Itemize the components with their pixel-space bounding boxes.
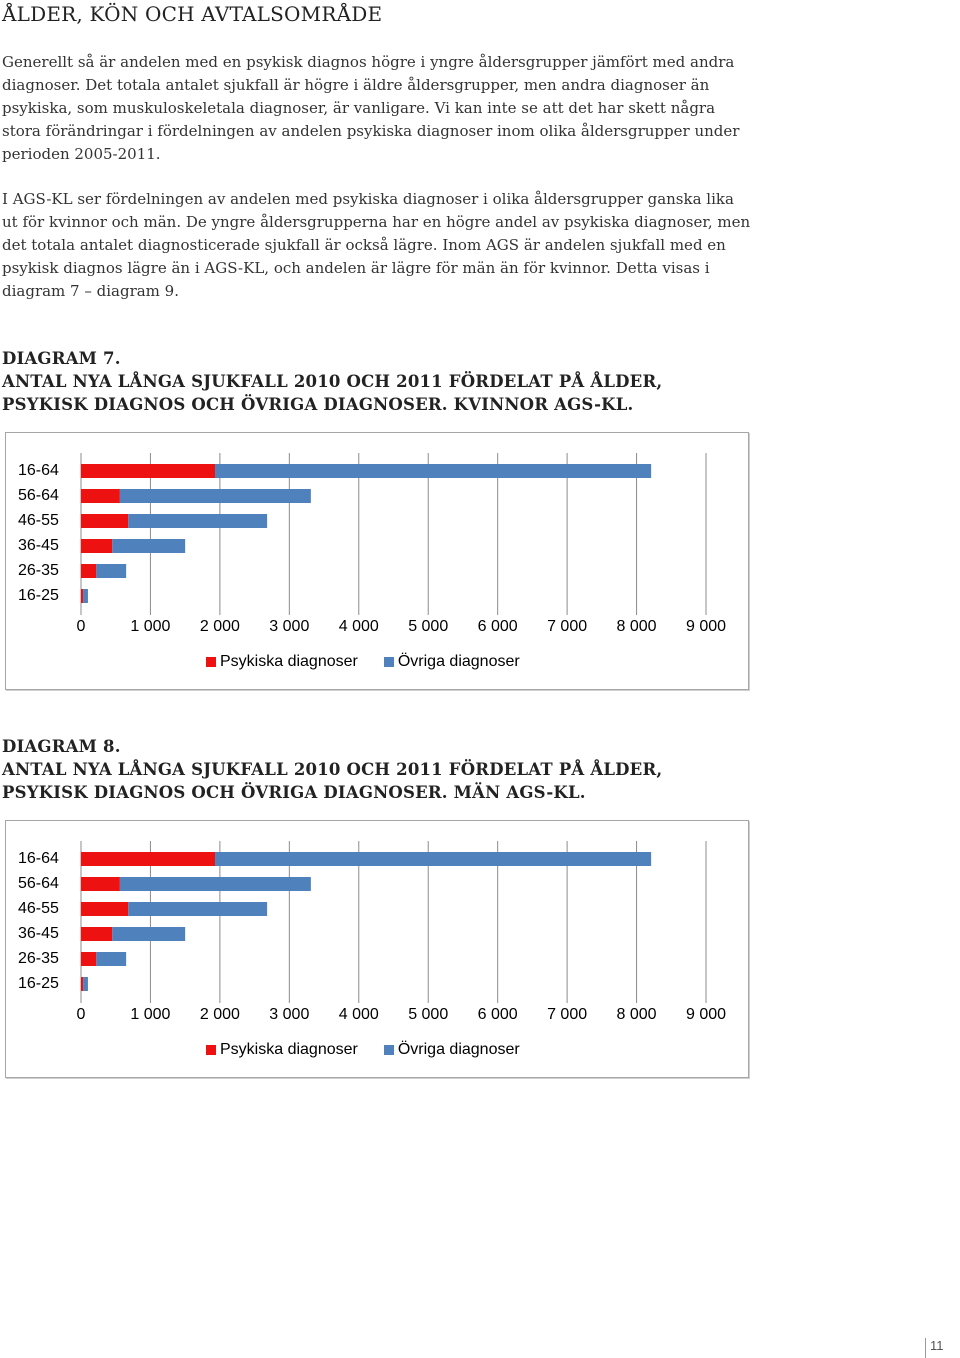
x-tick-label: 5 000 — [408, 1006, 449, 1023]
bar-ovriga — [96, 564, 126, 578]
diagram-8-label: DIAGRAM 8. — [2, 737, 121, 756]
category-label: 36-45 — [18, 537, 59, 555]
diagram-8-legend — [206, 1041, 520, 1059]
diagram-7-title-line1: ANTAL NYA LÅNGA SJUKFALL 2010 OCH 2011 FÖRDELAT PÅ ÅLDER, — [2, 372, 663, 391]
bar-psykiska — [81, 514, 128, 528]
bar-psykiska — [81, 952, 96, 966]
bar-ovriga — [128, 514, 267, 528]
diagram-7-legend — [206, 653, 520, 671]
legend-item-psykiska — [206, 653, 358, 671]
diagram-8-caption — [2, 735, 762, 804]
legend-label-psykiska: Psykiska diagnoser — [220, 653, 358, 670]
legend-label-ovriga: Övriga diagnoser — [397, 653, 520, 670]
category-label: 16-64 — [18, 462, 59, 480]
category-label: 26-35 — [18, 562, 59, 580]
category-label: 16-64 — [18, 850, 59, 868]
category-label: 46-55 — [18, 512, 59, 530]
page-heading: ÅLDER, KÖN OCH AVTALSOMRÅDE — [2, 2, 383, 26]
category-label: 56-64 — [18, 487, 59, 505]
legend-swatch-psykiska — [206, 1045, 216, 1055]
bar-ovriga — [215, 852, 651, 866]
x-tick-label: 2 000 — [199, 618, 240, 635]
category-label: 26-35 — [18, 950, 59, 968]
bar-psykiska — [81, 977, 83, 991]
legend-swatch-ovriga — [384, 1045, 394, 1055]
bar-ovriga — [112, 927, 185, 941]
x-tick-label: 1 000 — [130, 618, 171, 635]
bar-ovriga — [128, 902, 267, 916]
bar-ovriga — [83, 977, 88, 991]
x-tick-label: 2 000 — [199, 1006, 240, 1023]
bar-ovriga — [83, 589, 88, 603]
bar-ovriga — [120, 877, 311, 891]
legend-swatch-ovriga — [384, 657, 394, 667]
bar-psykiska — [81, 564, 96, 578]
diagram-8-svg — [6, 821, 748, 1077]
body-paragraph-1: Generellt så är andelen med en psykisk diagnos högre i yngre åldersgrupper jämfört med andra diagnoser. Det totala antalet sjukfall är högre i äldre åldersgrupper, men andra diagnoser än psykiska, som muskuloskeletala diagnoser, är vanligare. Vi kan inte se att det har skett några stora förändringar i fördelningen av andelen psykiska diagnoser inom olika åldersgrupper under perioden 2005-2011. — [2, 53, 740, 163]
bar-ovriga — [120, 489, 311, 503]
bar-ovriga — [96, 952, 126, 966]
page-number: 11 — [925, 1338, 960, 1358]
bar-psykiska — [81, 852, 215, 866]
diagram-7-label: DIAGRAM 7. — [2, 349, 121, 368]
diagram-7-svg — [6, 433, 748, 689]
category-label: 56-64 — [18, 875, 59, 893]
bar-psykiska — [81, 589, 83, 603]
x-tick-label: 6 000 — [477, 1006, 518, 1023]
legend-item-psykiska — [206, 1041, 358, 1059]
legend-label-ovriga: Övriga diagnoser — [397, 1041, 520, 1058]
body-paragraph-2: I AGS-KL ser fördelningen av andelen med psykiska diagnoser i olika åldersgrupper ganska lika ut för kvinnor och män. De yngre åldersgrupperna har en högre andel av psykiska diagnoser, men det totala antalet diagnosticerade sjukfall är också lägre. Inom AGS är andelen sjukfall med en psykisk diagnos lägre än i AGS-KL, och andelen är lägre för män än för kvinnor. Detta visas i diagram 7 – diagram 9. — [2, 190, 751, 300]
x-tick-label: 4 000 — [338, 1006, 379, 1023]
x-tick-label: 5 000 — [408, 618, 449, 635]
x-tick-label: 1 000 — [130, 1006, 171, 1023]
x-tick-label: 0 — [76, 1006, 86, 1023]
diagram-7-chart — [5, 432, 749, 690]
bar-psykiska — [81, 927, 112, 941]
category-label: 16-25 — [18, 587, 59, 605]
legend-label-psykiska: Psykiska diagnoser — [220, 1041, 358, 1058]
x-tick-label: 3 000 — [269, 1006, 310, 1023]
legend-item-ovriga — [384, 653, 520, 671]
legend-swatch-psykiska — [206, 657, 216, 667]
x-tick-label: 7 000 — [547, 1006, 588, 1023]
diagram-7-caption — [2, 347, 762, 416]
legend-item-ovriga — [384, 1041, 520, 1059]
category-label: 46-55 — [18, 900, 59, 918]
x-tick-label: 7 000 — [547, 618, 588, 635]
x-tick-label: 8 000 — [616, 1006, 657, 1023]
x-tick-label: 9 000 — [685, 1006, 727, 1023]
x-tick-label: 3 000 — [269, 618, 310, 635]
category-label: 36-45 — [18, 925, 59, 943]
diagram-7-title-line2: PSYKISK DIAGNOS OCH ÖVRIGA DIAGNOSER. KVINNOR AGS-KL. — [2, 395, 634, 414]
bar-ovriga — [215, 464, 651, 478]
x-tick-label: 6 000 — [477, 618, 518, 635]
bar-psykiska — [81, 539, 112, 553]
bar-psykiska — [81, 877, 120, 891]
diagram-8-title-line2: PSYKISK DIAGNOS OCH ÖVRIGA DIAGNOSER. MÄN AGS-KL. — [2, 783, 586, 802]
x-tick-label: 8 000 — [616, 618, 657, 635]
x-tick-label: 4 000 — [338, 618, 379, 635]
diagram-8-title-line1: ANTAL NYA LÅNGA SJUKFALL 2010 OCH 2011 FÖRDELAT PÅ ÅLDER, — [2, 760, 663, 779]
bar-ovriga — [112, 539, 185, 553]
category-label: 16-25 — [18, 975, 59, 993]
bar-psykiska — [81, 489, 120, 503]
bar-psykiska — [81, 464, 215, 478]
x-tick-label: 0 — [76, 618, 86, 635]
x-tick-label: 9 000 — [685, 618, 727, 635]
bar-psykiska — [81, 902, 128, 916]
diagram-8-chart — [5, 820, 749, 1078]
